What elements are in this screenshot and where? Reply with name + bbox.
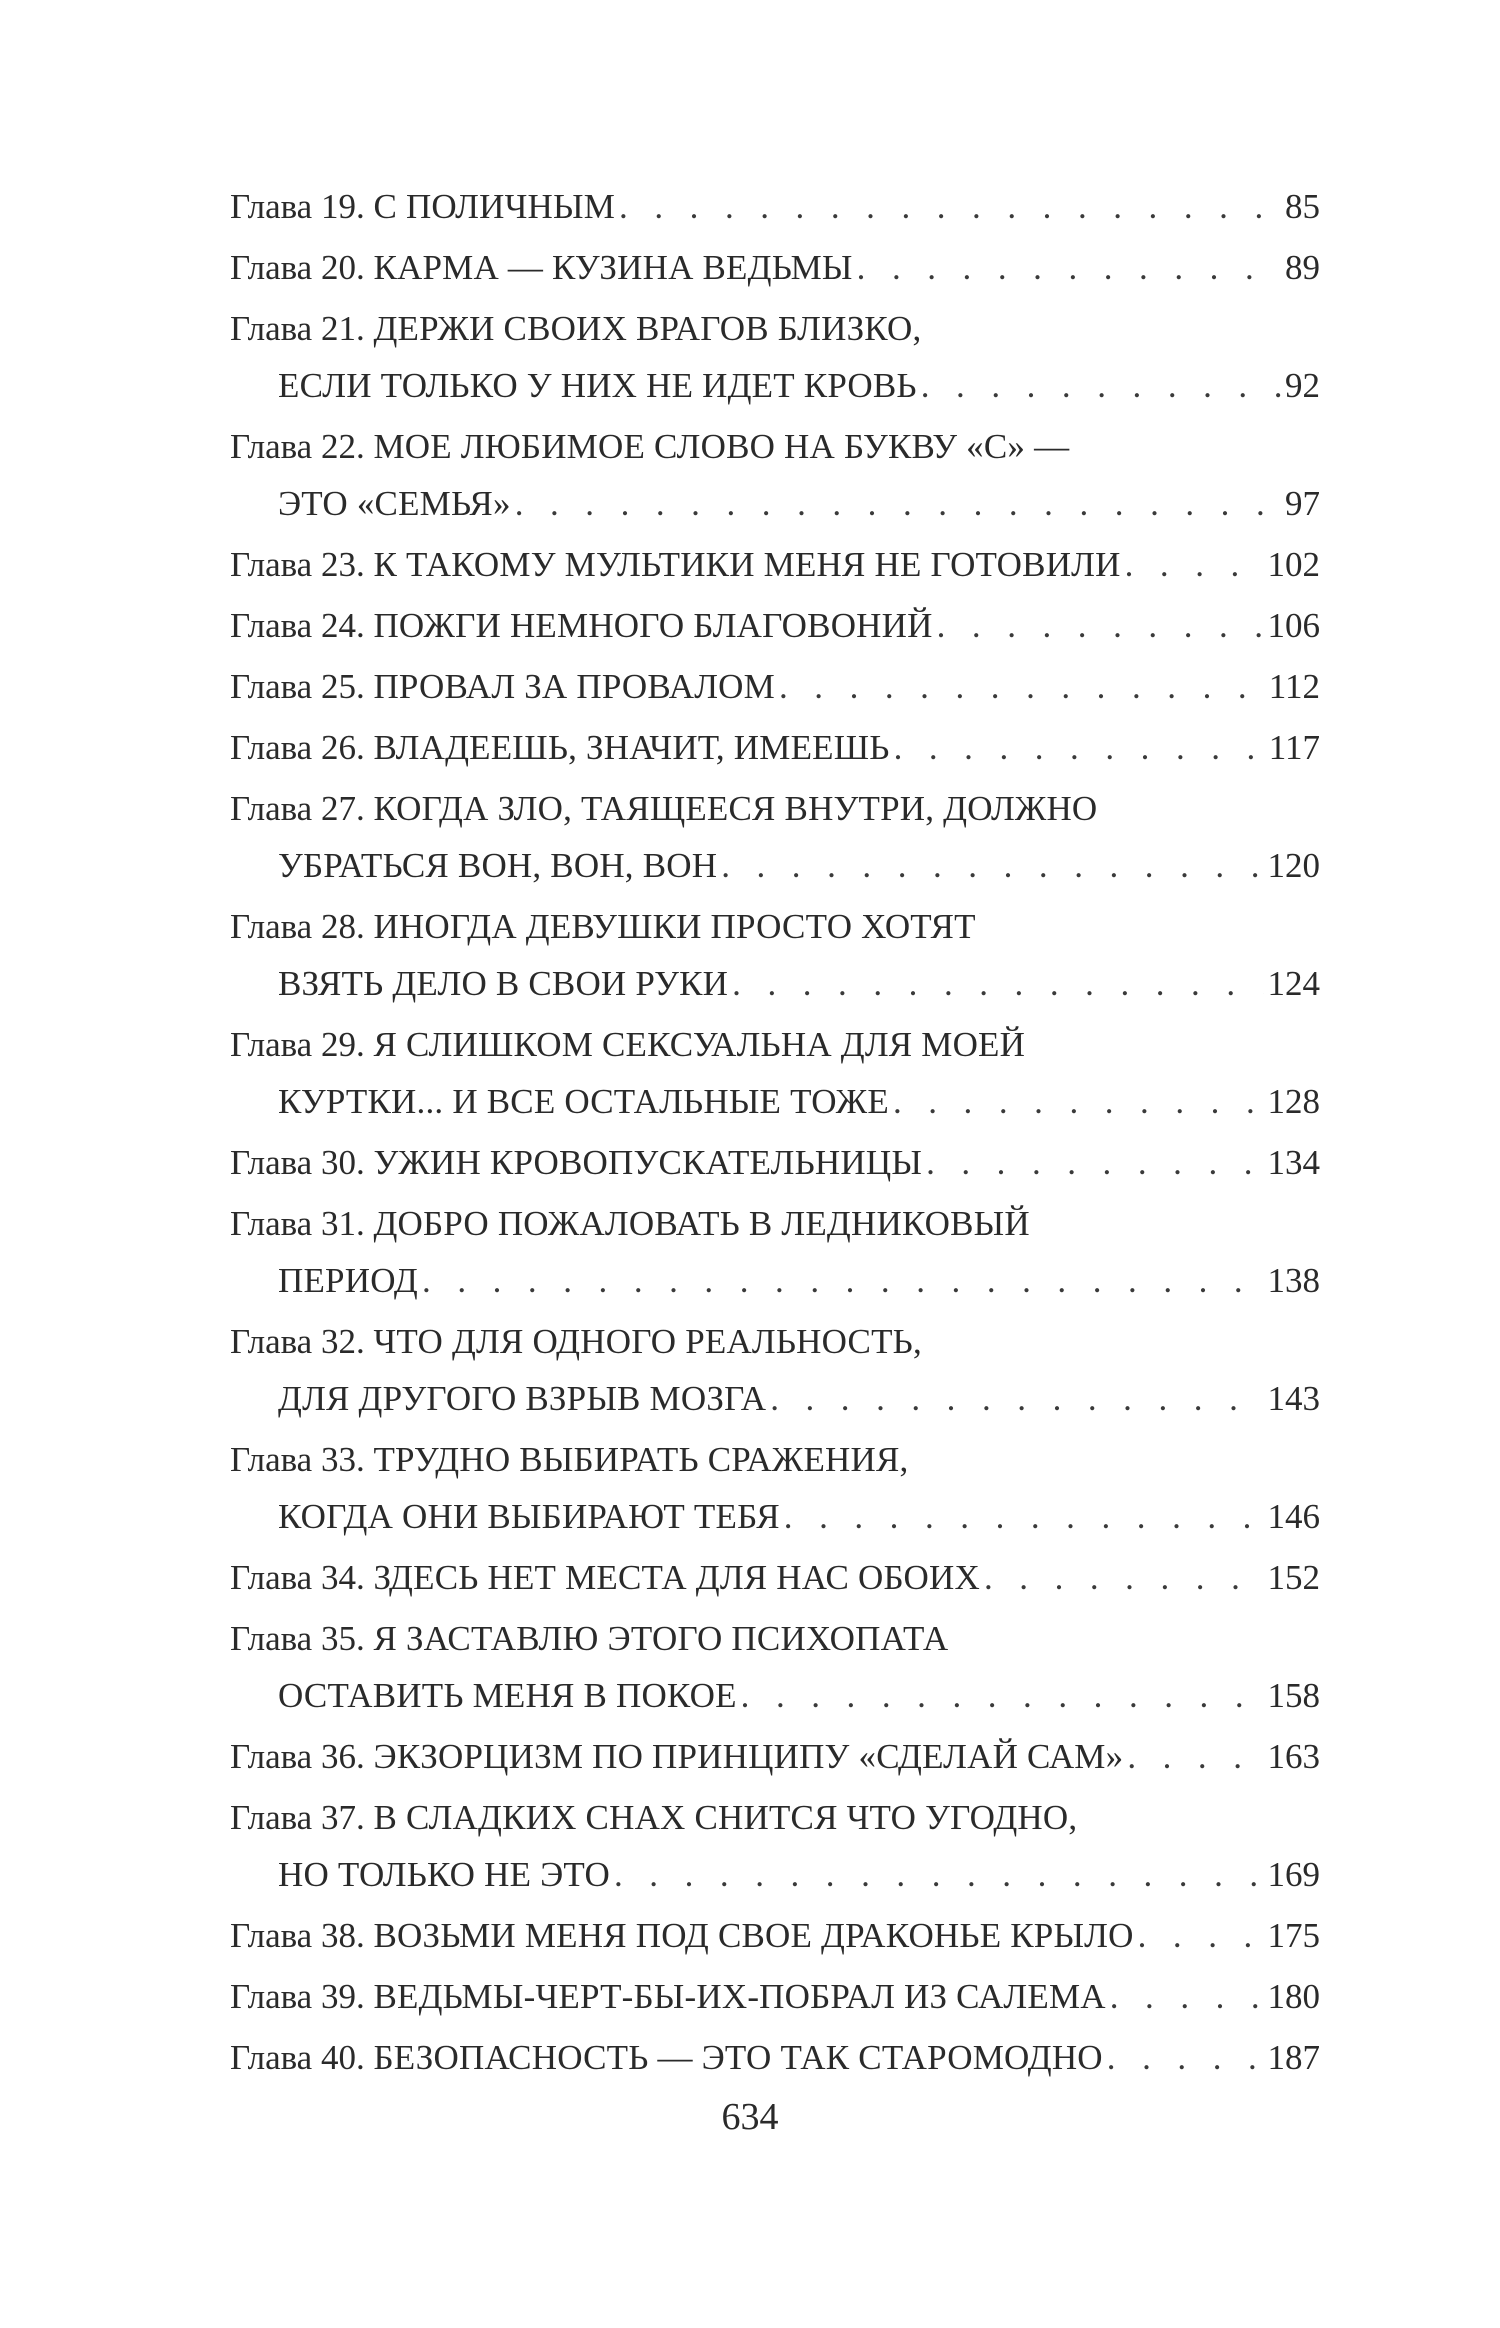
dot-leader bbox=[926, 1134, 1263, 1191]
toc-line bbox=[230, 1134, 1320, 1191]
toc-line bbox=[230, 955, 1320, 1012]
toc-line bbox=[230, 1431, 1320, 1488]
toc-entry bbox=[230, 1789, 1320, 1903]
page-ref: 97 bbox=[1285, 484, 1320, 523]
toc-line bbox=[230, 300, 1320, 357]
toc-line bbox=[230, 1195, 1320, 1252]
dot-leader bbox=[984, 1549, 1264, 1606]
chapter-title: ЭКЗОРЦИЗМ ПО ПРИНЦИПУ «СДЕЛАЙ САМ» bbox=[373, 1737, 1124, 1776]
chapter-title: В СЛАДКИХ СНАХ СНИТСЯ ЧТО УГОДНО, bbox=[373, 1798, 1078, 1837]
toc-entry bbox=[230, 239, 1320, 296]
toc-line bbox=[230, 1488, 1320, 1545]
page-ref: 152 bbox=[1267, 1558, 1320, 1597]
chapter-title: НО ТОЛЬКО НЕ ЭТО bbox=[278, 1855, 610, 1894]
chapter-title: ЧТО ДЛЯ ОДНОГО РЕАЛЬНОСТЬ, bbox=[373, 1322, 922, 1361]
dot-leader bbox=[619, 178, 1281, 235]
toc-line bbox=[230, 239, 1320, 296]
page-ref: 146 bbox=[1267, 1497, 1320, 1536]
dot-leader bbox=[784, 1488, 1264, 1545]
page-ref: 134 bbox=[1267, 1143, 1320, 1182]
chapter-title: КОГДА ОНИ ВЫБИРАЮТ ТЕБЯ bbox=[278, 1497, 780, 1536]
toc-line bbox=[230, 1073, 1320, 1130]
chapter-title: ЕСЛИ ТОЛЬКО У НИХ НЕ ИДЕТ КРОВЬ bbox=[278, 366, 917, 405]
toc-line bbox=[230, 1667, 1320, 1724]
page-ref: 89 bbox=[1285, 248, 1320, 287]
dot-leader bbox=[741, 1667, 1264, 1724]
page-ref: 180 bbox=[1267, 1977, 1320, 2016]
chapter-label: Глава 19. bbox=[230, 187, 365, 226]
page-ref: 117 bbox=[1268, 728, 1320, 767]
toc-line bbox=[230, 1252, 1320, 1309]
chapter-title: БЕЗОПАСНОСТЬ — ЭТО ТАК СТАРОМОДНО bbox=[373, 2038, 1103, 2077]
chapter-label: Глава 35. bbox=[230, 1619, 365, 1658]
toc-line bbox=[230, 475, 1320, 532]
dot-leader bbox=[779, 658, 1265, 715]
page-ref: 187 bbox=[1267, 2038, 1320, 2077]
toc-entry bbox=[230, 719, 1320, 776]
toc-entry bbox=[230, 1968, 1320, 2025]
chapter-title: К ТАКОМУ МУЛЬТИКИ МЕНЯ НЕ ГОТОВИЛИ bbox=[373, 545, 1121, 584]
dot-leader bbox=[894, 719, 1265, 776]
dot-leader bbox=[422, 1252, 1263, 1309]
chapter-title: ОСТАВИТЬ МЕНЯ В ПОКОЕ bbox=[278, 1676, 737, 1715]
page-ref: 128 bbox=[1267, 1082, 1320, 1121]
dot-leader bbox=[893, 1073, 1264, 1130]
toc-line bbox=[230, 1313, 1320, 1370]
page-ref: 163 bbox=[1267, 1737, 1320, 1776]
dot-leader bbox=[937, 597, 1264, 654]
chapter-label: Глава 38. bbox=[230, 1916, 365, 1955]
dot-leader bbox=[1110, 1968, 1264, 2025]
chapter-label: Глава 26. bbox=[230, 728, 365, 767]
chapter-title: ВОЗЬМИ МЕНЯ ПОД СВОЕ ДРАКОНЬЕ КРЫЛО bbox=[373, 1916, 1134, 1955]
chapter-title: КОГДА ЗЛО, ТАЯЩЕЕСЯ ВНУТРИ, ДОЛЖНО bbox=[373, 789, 1098, 828]
chapter-label: Глава 33. bbox=[230, 1440, 365, 1479]
page-ref: 124 bbox=[1267, 964, 1320, 1003]
chapter-title: УБРАТЬСЯ ВОН, ВОН, ВОН bbox=[278, 846, 718, 885]
chapter-title: ВЕДЬМЫ-ЧЕРТ-БЫ-ИХ-ПОБРАЛ ИЗ САЛЕМА bbox=[373, 1977, 1106, 2016]
toc-entry bbox=[230, 898, 1320, 1012]
toc-entry bbox=[230, 658, 1320, 715]
toc-entry bbox=[230, 1016, 1320, 1130]
dot-leader bbox=[1138, 1907, 1264, 1964]
toc-line bbox=[230, 1549, 1320, 1606]
toc-line bbox=[230, 837, 1320, 894]
toc-line bbox=[230, 418, 1320, 475]
toc-line bbox=[230, 1846, 1320, 1903]
toc-entry bbox=[230, 300, 1320, 414]
chapter-label: Глава 22. bbox=[230, 427, 365, 466]
chapter-label: Глава 23. bbox=[230, 545, 365, 584]
toc-line bbox=[230, 1728, 1320, 1785]
toc-line bbox=[230, 719, 1320, 776]
dot-leader bbox=[721, 837, 1263, 894]
chapter-title: ТРУДНО ВЫБИРАТЬ СРАЖЕНИЯ, bbox=[373, 1440, 909, 1479]
page-ref: 120 bbox=[1267, 846, 1320, 885]
toc-line bbox=[230, 1968, 1320, 2025]
toc-line bbox=[230, 1789, 1320, 1846]
toc-entry bbox=[230, 178, 1320, 235]
toc-entry bbox=[230, 1549, 1320, 1606]
chapter-label: Глава 31. bbox=[230, 1204, 365, 1243]
toc-line bbox=[230, 1370, 1320, 1427]
page-ref: 158 bbox=[1267, 1676, 1320, 1715]
toc-entry bbox=[230, 1134, 1320, 1191]
chapter-title: ПРОВАЛ ЗА ПРОВАЛОМ bbox=[373, 667, 775, 706]
toc-line bbox=[230, 1907, 1320, 1964]
dot-leader bbox=[921, 357, 1281, 414]
toc-line bbox=[230, 178, 1320, 235]
page-ref: 175 bbox=[1267, 1916, 1320, 1955]
toc-line bbox=[230, 597, 1320, 654]
toc-entry bbox=[230, 597, 1320, 654]
toc-entry bbox=[230, 1907, 1320, 1964]
chapter-title: ВЗЯТЬ ДЕЛО В СВОИ РУКИ bbox=[278, 964, 729, 1003]
toc-line bbox=[230, 1016, 1320, 1073]
chapter-title: ПЕРИОД bbox=[278, 1261, 419, 1300]
chapter-title: ДЕРЖИ СВОИХ ВРАГОВ БЛИЗКО, bbox=[373, 309, 922, 348]
chapter-title: ДОБРО ПОЖАЛОВАТЬ В ЛЕДНИКОВЫЙ bbox=[373, 1204, 1030, 1243]
toc-entry bbox=[230, 1431, 1320, 1545]
dot-leader bbox=[614, 1846, 1264, 1903]
chapter-label: Глава 25. bbox=[230, 667, 365, 706]
dot-leader bbox=[1107, 2029, 1264, 2086]
dot-leader bbox=[515, 475, 1281, 532]
toc-entry bbox=[230, 780, 1320, 894]
chapter-title: ЭТО «СЕМЬЯ» bbox=[278, 484, 511, 523]
chapter-title: КУРТКИ... И ВСЕ ОСТАЛЬНЫЕ ТОЖЕ bbox=[278, 1082, 889, 1121]
toc-entry bbox=[230, 1728, 1320, 1785]
chapter-label: Глава 34. bbox=[230, 1558, 365, 1597]
toc-line bbox=[230, 898, 1320, 955]
dot-leader bbox=[1125, 536, 1264, 593]
toc-line bbox=[230, 658, 1320, 715]
page-ref: 138 bbox=[1267, 1261, 1320, 1300]
chapter-label: Глава 27. bbox=[230, 789, 365, 828]
chapter-label: Глава 40. bbox=[230, 2038, 365, 2077]
page-ref: 102 bbox=[1267, 545, 1320, 584]
chapter-label: Глава 21. bbox=[230, 309, 365, 348]
dot-leader bbox=[1127, 1728, 1263, 1785]
chapter-title: Я СЛИШКОМ СЕКСУАЛЬНА ДЛЯ МОЕЙ bbox=[373, 1025, 1026, 1064]
dot-leader bbox=[732, 955, 1263, 1012]
toc-entry bbox=[230, 536, 1320, 593]
chapter-title: ИНОГДА ДЕВУШКИ ПРОСТО ХОТЯТ bbox=[373, 907, 976, 946]
toc-line bbox=[230, 780, 1320, 837]
chapter-title: Я ЗАСТАВЛЮ ЭТОГО ПСИХОПАТА bbox=[373, 1619, 949, 1658]
table-of-contents bbox=[230, 178, 1320, 2090]
dot-leader bbox=[770, 1370, 1263, 1427]
page-ref: 169 bbox=[1267, 1855, 1320, 1894]
chapter-label: Глава 28. bbox=[230, 907, 365, 946]
dot-leader bbox=[857, 239, 1281, 296]
chapter-label: Глава 30. bbox=[230, 1143, 365, 1182]
toc-line bbox=[230, 536, 1320, 593]
toc-entry bbox=[230, 2029, 1320, 2086]
toc-line bbox=[230, 1610, 1320, 1667]
page-ref: 106 bbox=[1267, 606, 1320, 645]
page-ref: 92 bbox=[1285, 366, 1320, 405]
toc-entry bbox=[230, 1195, 1320, 1309]
chapter-label: Глава 39. bbox=[230, 1977, 365, 2016]
chapter-label: Глава 29. bbox=[230, 1025, 365, 1064]
chapter-label: Глава 37. bbox=[230, 1798, 365, 1837]
chapter-label: Глава 24. bbox=[230, 606, 365, 645]
toc-line bbox=[230, 2029, 1320, 2086]
chapter-label: Глава 32. bbox=[230, 1322, 365, 1361]
page-ref: 112 bbox=[1268, 667, 1320, 706]
chapter-title: ДЛЯ ДРУГОГО ВЗРЫВ МОЗГА bbox=[278, 1379, 767, 1418]
toc-entry bbox=[230, 1313, 1320, 1427]
toc-entry bbox=[230, 1610, 1320, 1724]
chapter-title: ЗДЕСЬ НЕТ МЕСТА ДЛЯ НАС ОБОИХ bbox=[373, 1558, 980, 1597]
page-number: 634 bbox=[721, 2096, 779, 2138]
chapter-title: ВЛАДЕЕШЬ, ЗНАЧИТ, ИМЕЕШЬ bbox=[373, 728, 890, 767]
toc-entry bbox=[230, 418, 1320, 532]
chapter-title: КАРМА — КУЗИНА ВЕДЬМЫ bbox=[373, 248, 853, 287]
chapter-label: Глава 20. bbox=[230, 248, 365, 287]
chapter-title: МОЕ ЛЮБИМОЕ СЛОВО НА БУКВУ «С» — bbox=[373, 427, 1070, 466]
page-ref: 85 bbox=[1285, 187, 1320, 226]
chapter-title: С ПОЛИЧНЫМ bbox=[373, 187, 616, 226]
chapter-title: УЖИН КРОВОПУСКАТЕЛЬНИЦЫ bbox=[373, 1143, 923, 1182]
chapter-label: Глава 36. bbox=[230, 1737, 365, 1776]
page-ref: 143 bbox=[1267, 1379, 1320, 1418]
chapter-title: ПОЖГИ НЕМНОГО БЛАГОВОНИЙ bbox=[373, 606, 933, 645]
toc-line bbox=[230, 357, 1320, 414]
